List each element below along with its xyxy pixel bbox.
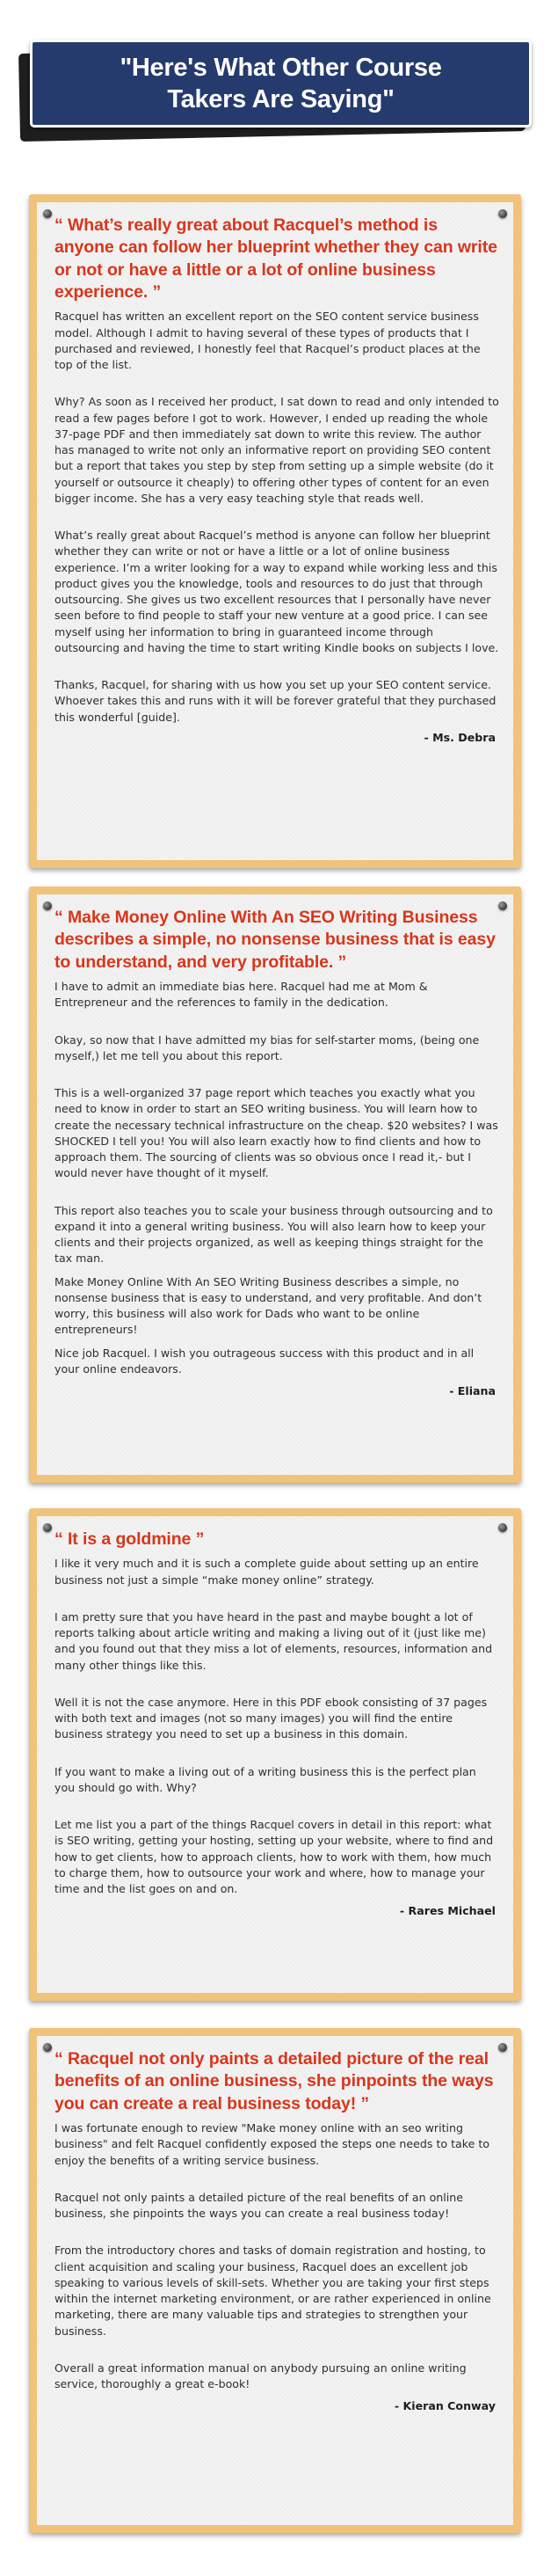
testimonial-paragraph: From the introductory chores and tasks of domain registration and hosting, to client acquisition and scaling your business, Racquel does an excellent job speaking to various levels of skill-sets. Whether you are taking your first steps within the internet marketing environment, or are rather experienced in online marketing, there are many valuable tips and strategies to strengthen your business.: [54, 2244, 491, 2338]
testimonial-card-body: [37, 894, 513, 1475]
testimonial-headline: “ It is a goldmine ”: [54, 1529, 205, 1549]
pushpin-icon: [43, 209, 52, 218]
pushpin-icon: [43, 901, 52, 910]
header-banner: [19, 40, 532, 135]
testimonial-paragraph: Racquel has written an excellent report on the SEO content service business model. Although I admit to having several of these types of products that I purchased and reviewed, I honestly feel that Racquel’s product places at the top of the list.: [54, 310, 481, 372]
pushpin-icon: [498, 901, 507, 910]
testimonial-paragraph: Thanks, Racquel, for sharing with us how you set up your SEO content service. Whoever takes this and runs with it will be forever grateful that they purchased this wonderful [guide].: [54, 678, 497, 724]
testimonial-paragraph: Why? As soon as I received her product, I sat down to read and only intended to read a few pages before I got to work. However, I ended up reading the whole 37-page PDF and then immediately sat down to write this review. The author has managed to write not only an informative report on providing SEO content but a report that takes you step by step from setting up a simple website (do it yourself or outsource it cheaply) to offering other types of content for an even bigger income. She has a very easy teaching style that reads well.: [54, 395, 499, 505]
pushpin-icon: [43, 1523, 52, 1532]
testimonial-paragraph: If you want to make a living out of a writing business this is the perfect plan you should go with. Why?: [54, 1764, 476, 1794]
testimonial-paragraph: I was fortunate enough to review "Make money online with an seo writing business" and felt Racquel confidently exposed the steps one needs to take to enjoy the benefits of a writing service business.: [54, 2121, 489, 2167]
testimonial-paragraph: Overall a great information manual on anybody pursuing an online writing service, thoroughly a great e-book!: [54, 2361, 467, 2391]
page-title: "Here's What Other Course Takers Are Saying": [120, 53, 442, 113]
testimonial-paragraph: This report also teaches you to scale your business through outsourcing and to expand it into a general writing business. You will also learn how to keep your clients and their projects organized, as well as keeping things straight for the tax man.: [54, 1203, 493, 1266]
testimonial-paragraph: I am pretty sure that you have heard in the past and maybe bought a lot of reports talking about article writing and making a living out of it (just like me) and you found out that they miss a lot of elements, resources, information and many other things like this.: [54, 1609, 493, 1672]
testimonial-author: - Kieran Conway: [394, 2399, 496, 2413]
pushpin-icon: [498, 1523, 507, 1532]
testimonial-card: [29, 887, 521, 1483]
pushpin-icon: [498, 209, 507, 218]
testimonial-paragraph: Well it is not the case anymore. Here in this PDF ebook consisting of 37 pages with both text and images (not so many images) you will find the entire business strategy you need to set up a business in this domain.: [54, 1695, 488, 1741]
testimonial-paragraph: Make Money Online With An SEO Writing Business describes a simple, no nonsense business that is easy to understand, and very profitable. And don’t worry, this business will also work for Dads who want to be online entrepreneurs!: [54, 1274, 482, 1337]
testimonial-paragraph: This is a well-organized 37 page report which teaches you exactly what you need to know in order to start an SEO writing business. You will learn how to create the necessary technical infrastructure on the cheap. $20 websites? I was SHOCKED I tell you! You will also learn exactly how to find clients and how to approach them. The sourcing of clients was so obvious once I read it,- but I would never have thought of it myself.: [54, 1086, 498, 1180]
pushpin-icon: [43, 2043, 52, 2052]
testimonial-paragraph: Nice job Racquel. I wish you outrageous success with this product and in all your online endeavors.: [54, 1346, 475, 1376]
testimonial-paragraph: Let me list you a part of the things Racquel covers in detail in this report: what is SEO writing, getting your hosting, setting up your website, where to find and how to get clients, how to approach clients, how to work with them, how much to charge them, how to outsource your work and where, how to manage your time and the list goes on and on.: [54, 1818, 494, 1896]
testimonial-card: [29, 194, 521, 868]
testimonial-headline: “ What’s really great about Racquel’s method is anyone can follow her blueprint whether they can write or not or have a little or a lot of online business experience. ”: [54, 215, 497, 303]
testimonial-author: - Eliana: [449, 1384, 496, 1398]
testimonial-card-body: [37, 202, 513, 860]
testimonial-card-body: [37, 2036, 513, 2525]
testimonial-author: - Rares Michael: [399, 1904, 496, 1918]
testimonial-author: - Ms. Debra: [424, 730, 496, 744]
testimonial-paragraph: Racquel not only paints a detailed picture of the real benefits of an online business, she pinpoints the ways you can create a real business today!: [54, 2190, 464, 2221]
testimonial-paragraph: Okay, so now that I have admitted my bias for self-starter moms, (being one myself,) let me tell you about this report.: [54, 1033, 480, 1062]
testimonial-paragraph: I like it very much and it is such a complete guide about setting up an entire business not just a simple “make money online” strategy.: [54, 1557, 479, 1587]
banner-panel: [30, 40, 532, 128]
testimonial-headline: “ Racquel not only paints a detailed picture of the real benefits of an online business, she pinpoints the ways you can create a real business today! ”: [54, 2049, 494, 2113]
testimonial-headline: “ Make Money Online With An SEO Writing Business describes a simple, no nonsense business that is easy to understand, and very profitable. ”: [54, 908, 496, 972]
pushpin-icon: [498, 2043, 507, 2052]
testimonial-card: [29, 2028, 521, 2533]
testimonial-card: [29, 1508, 521, 2001]
testimonial-card-body: [37, 1516, 513, 1993]
testimonial-paragraph: I have to admit an immediate bias here. Racquel had me at Mom & Entrepreneur and the references to family in the dedication.: [54, 980, 428, 1010]
testimonial-paragraph: What’s really great about Racquel’s method is anyone can follow her blueprint whether they can write or not or have a little or a lot of online business experience. I’m a writer looking for a way to expand while working less and this product gives you the knowledge, tools and resources to do just that through outsourcing. She gives us two excellent resources that I personally have never seen before to find people to staff your new venture at a good price. I can see myself using her information to bring in guaranteed income through outsourcing and having the time to start writing Kindle books on subjects I love.: [54, 529, 499, 654]
